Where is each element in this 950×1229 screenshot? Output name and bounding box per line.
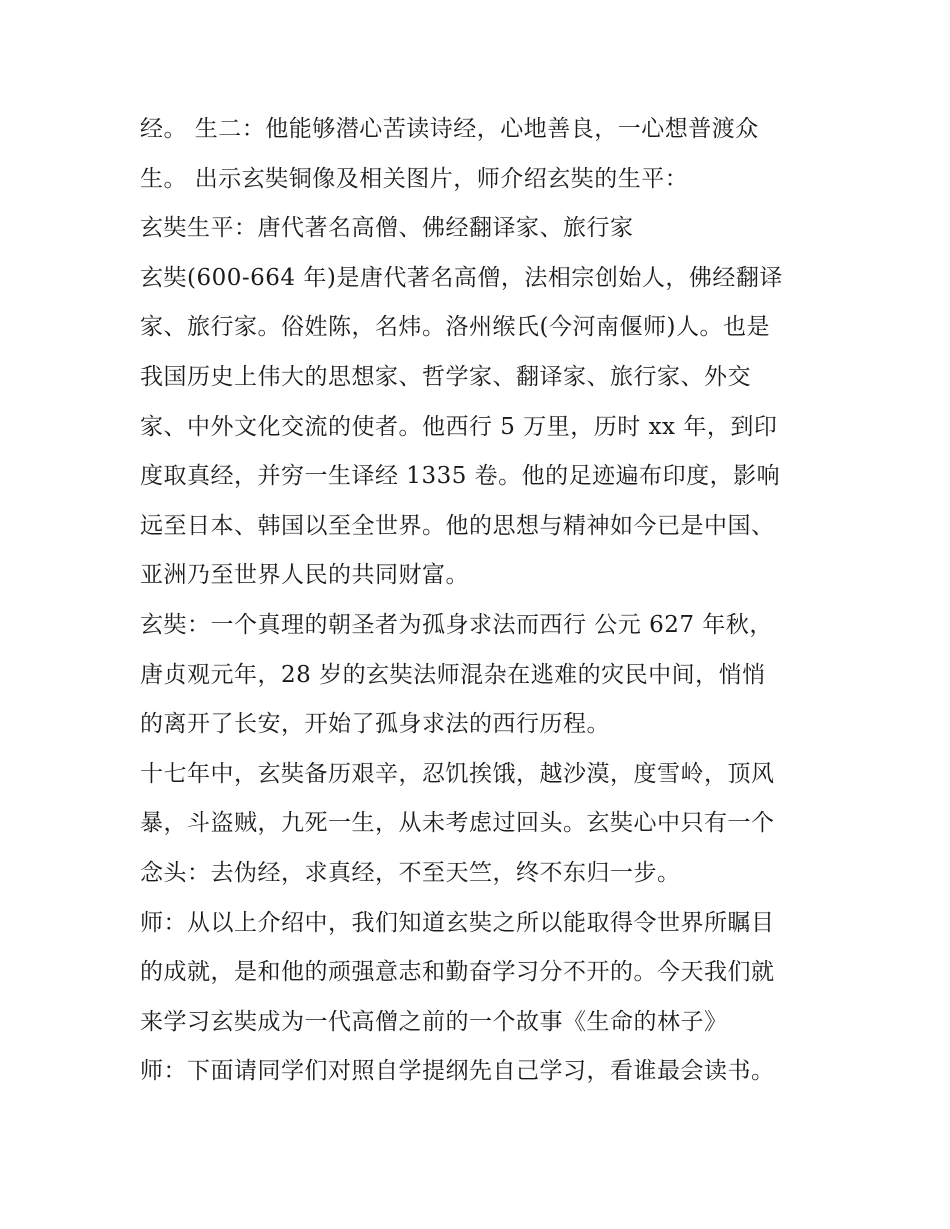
text-line: 远至日本、韩国以至全世界。他的思想与精神如今已是中国、: [140, 512, 775, 539]
text-line: 师：下面请同学们对照自学提纲先自己学习，看谁最会读书。: [140, 1058, 775, 1085]
text-line: 念头：去伪经，求真经，不至天竺，终不东归一步。: [140, 859, 681, 886]
text-line: 暴，斗盗贼，九死一生，从未考虑过回头。玄奘心中只有一个: [140, 810, 775, 837]
text-line: 亚洲乃至世界人民的共同财富。: [140, 562, 469, 589]
text-line: 的成就，是和他的顽强意志和勤奋学习分不开的。今天我们就: [140, 959, 775, 986]
document-body: [140, 110, 820, 1102]
section-heading: 玄奘：一个真理的朝圣者为孤身求法而西行 公元 627 年秋，: [140, 611, 773, 638]
text-line: 唐贞观元年，28 岁的玄奘法师混杂在逃难的灾民中间，悄悄: [140, 661, 766, 688]
text-line: 玄奘(600-664 年)是唐代著名高僧，法相宗创始人，佛经翻译: [140, 264, 783, 291]
text-line: 家、旅行家。俗姓陈，名炜。洛州缑氏(今河南偃师)人。也是: [140, 314, 770, 341]
text-line: 的离开了长安，开始了孤身求法的西行历程。: [140, 711, 610, 738]
text-line: 家、中外文化交流的使者。他西行 5 万里，历时 xx 年，到印: [140, 413, 778, 440]
text-line: 我国历史上伟大的思想家、哲学家、翻译家、旅行家、外交: [140, 363, 751, 390]
text-line: 度取真经，并穷一生译经 1335 卷。他的足迹遍布印度，影响: [140, 463, 781, 490]
section-heading: 玄奘生平：唐代著名高僧、佛经翻译家、旅行家: [140, 215, 634, 242]
text-line: 来学习玄奘成为一代高僧之前的一个故事《生命的林子》: [140, 1008, 728, 1035]
text-line: 生。 出示玄奘铜像及相关图片，师介绍玄奘的生平：: [140, 165, 689, 192]
text-line: 经。 生二：他能够潜心苦读诗经，心地善良，一心想普渡众: [140, 116, 759, 142]
text-line: 师：从以上介绍中，我们知道玄奘之所以能取得令世界所瞩目: [140, 909, 775, 936]
text-line: 十七年中，玄奘备历艰辛，忍饥挨饿，越沙漠，度雪岭，顶风: [140, 760, 775, 787]
